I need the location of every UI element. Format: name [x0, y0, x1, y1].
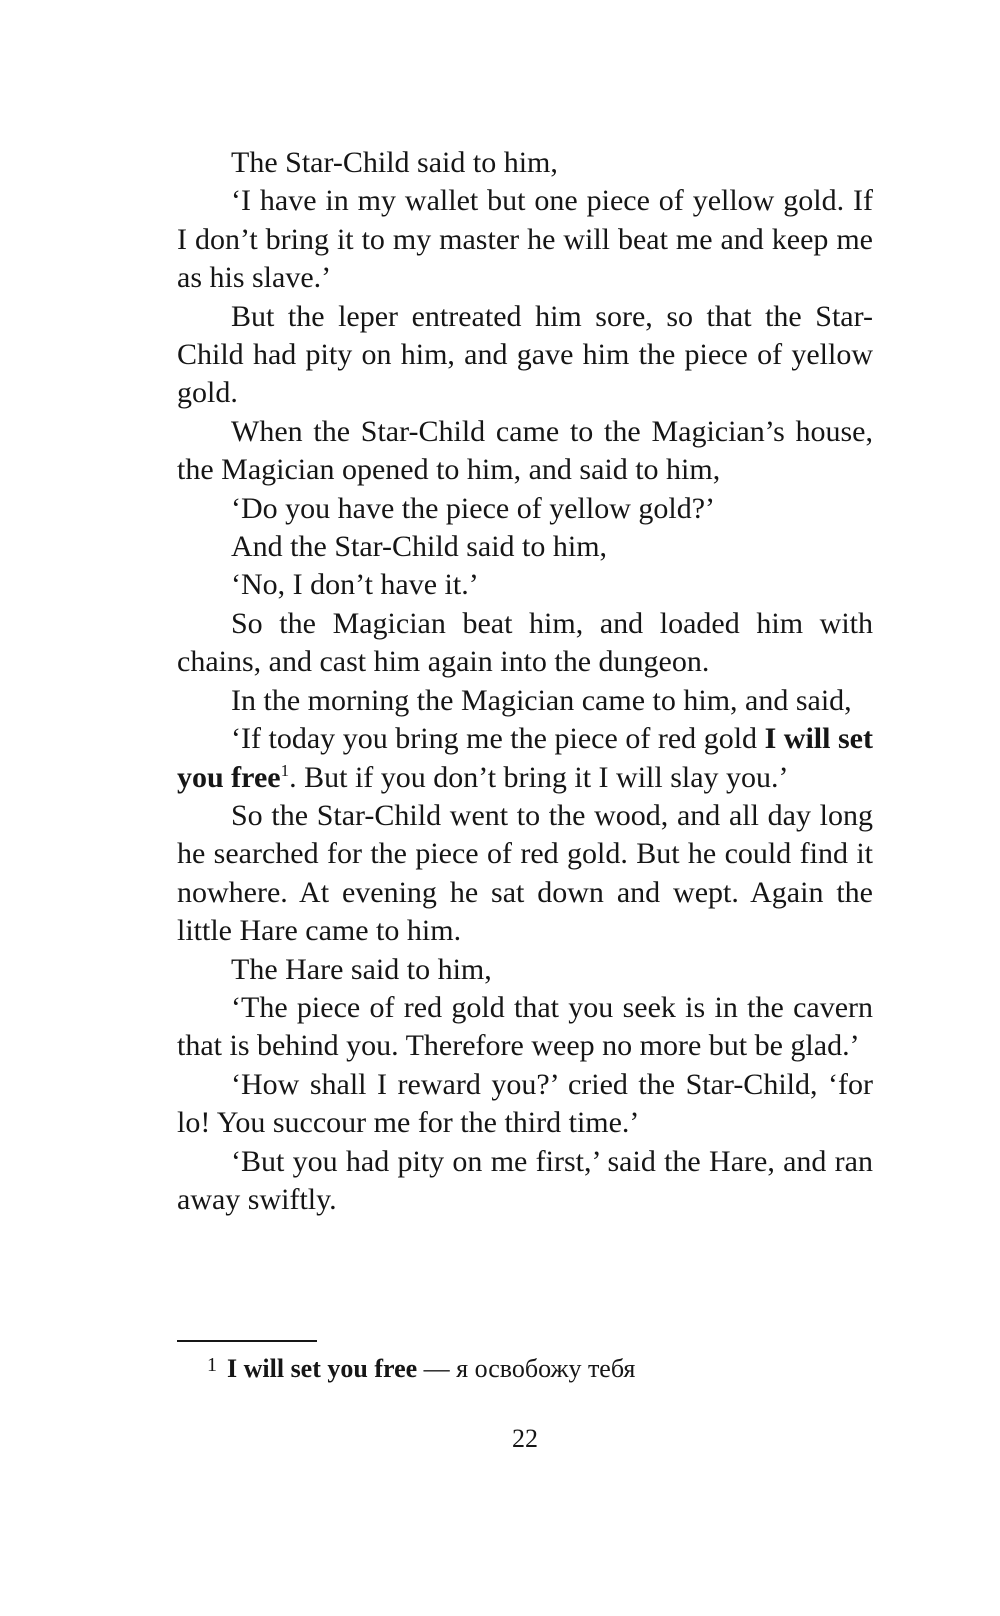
paragraph: ‘Do you have the piece of yellow gold?’ [231, 491, 715, 525]
paragraph: ‘How shall I reward you?’ cried the Star-Child, ‘for lo! You succour me for the third time.’ [177, 1067, 873, 1140]
paragraph: The Star-Child said to him, [231, 146, 558, 179]
main-text [177, 144, 873, 1219]
paragraph: And the Star-Child said to him, [231, 530, 608, 564]
page-number: 22 [512, 1424, 538, 1453]
paragraph: So the Star-Child went to the wood, and all day long he searched for the piece of red gold. But he could find it nowhere. At evening he sat down and wept. Again the little Hare came to him. [177, 798, 873, 948]
paragraph: ‘The piece of red gold that you seek is in the cavern that is behind you. Therefore weep no more but be glad.’ [177, 990, 873, 1063]
paragraph: The Hare said to him, [231, 952, 492, 986]
footnote-reference[interactable]: 1 [280, 760, 290, 780]
paragraph: ‘I have in my wallet but one piece of yellow gold. If I don’t bring it to my master he will beat me and keep me as his slave.’ [177, 184, 873, 295]
footnote-divider [177, 1340, 317, 1342]
paragraph-with-footnote [177, 720, 873, 797]
bold-phrase: I will set you free [177, 722, 873, 794]
paragraph: ‘But you had pity on me first,’ said the Hare, and ran away swiftly. [177, 1144, 873, 1216]
paragraph: ‘No, I don’t have it.’ [231, 568, 479, 602]
paragraph: When the Star-Child came to the Magician’s house, the Magician opened to him, and said to him, [177, 414, 873, 487]
paragraph-text: ‘If today you bring me the piece of red gold [231, 722, 765, 756]
paragraph: So the Magician beat him, and loaded him with chains, and cast him again into the dungeon. [177, 606, 873, 679]
footnote-number: 1 [207, 1354, 217, 1376]
paragraph: But the leper entreated him sore, so that the Star-Child had pity on him, and gave him the piece of yellow gold. [177, 299, 873, 410]
footnote-term: I will set you free [227, 1354, 418, 1383]
paragraph-text: . But if you don’t bring it I will slay you.’ [289, 760, 789, 794]
footnote [177, 1352, 873, 1386]
footnote-translation: я освобожу тебя [456, 1354, 636, 1383]
footnote-separator: — [417, 1354, 457, 1383]
paragraph: In the morning the Magician came to him, and said, [231, 683, 852, 717]
